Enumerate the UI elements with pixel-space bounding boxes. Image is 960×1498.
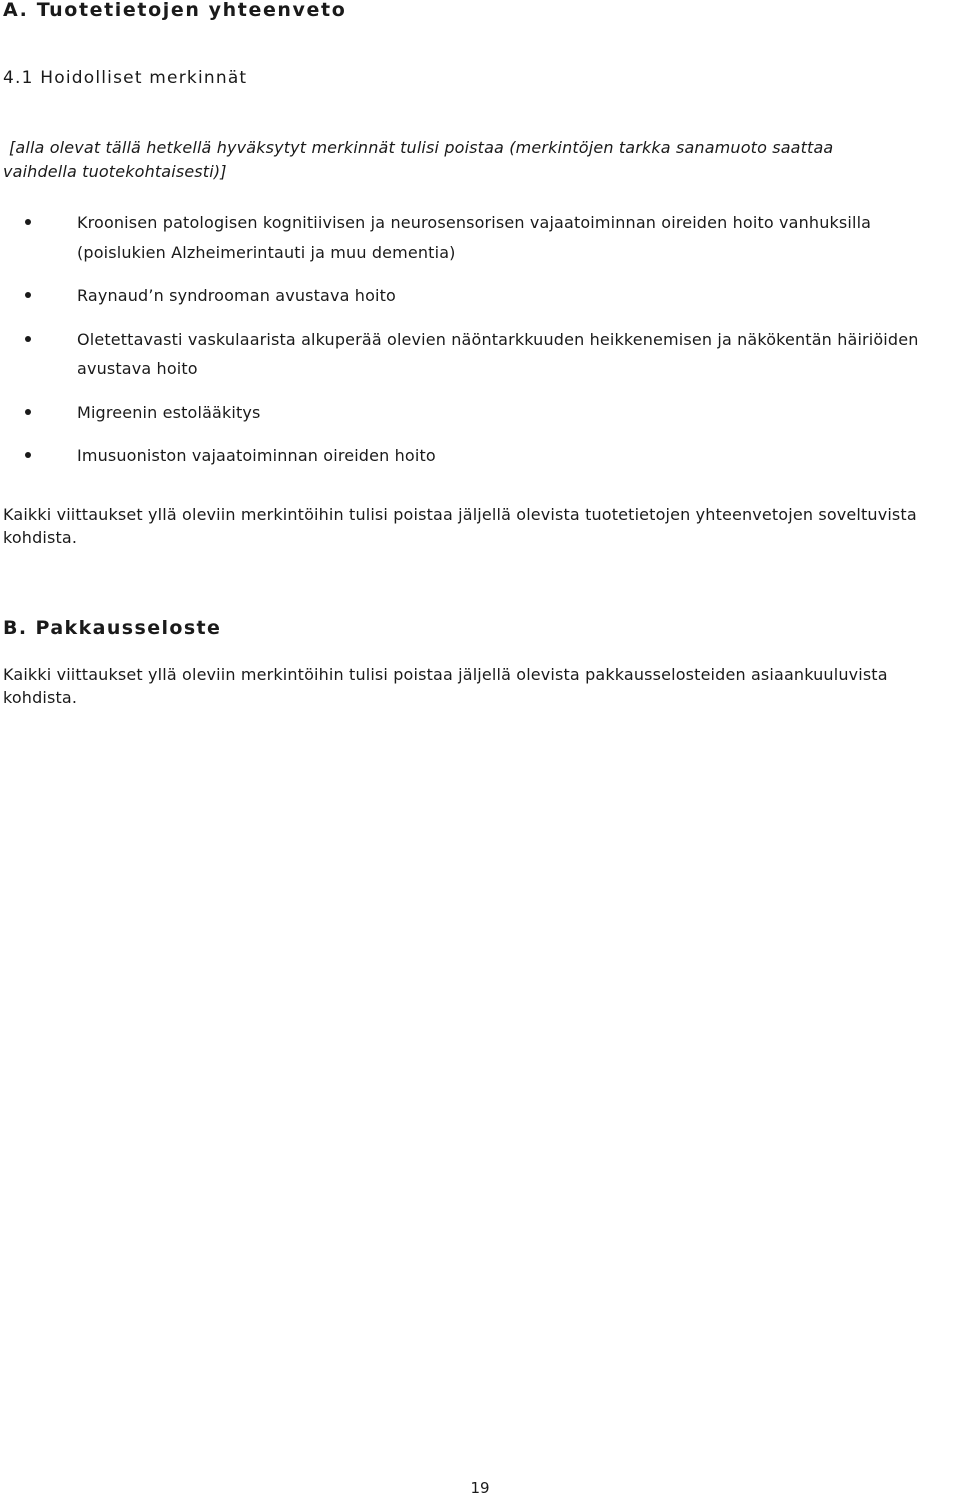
editorial-note-line-1: [alla olevat tällä hetkellä hyväksytyt merkinnät tulisi poistaa (merkintöjen tarkka sanamuoto saattaa [9,138,834,157]
list-item-text: Kroonisen patologisen kognitiivisen ja neurosensorisen vajaatoiminnan oireiden hoito vanhuksilla (poislukien Alzheimerintauti ja muu dementia) [77,213,872,262]
list-item-text: Imusuoniston vajaatoiminnan oireiden hoito [77,446,436,465]
page-number: 19 [470,1479,490,1497]
bullet-icon [25,336,31,342]
indications-list [0,208,960,485]
list-item [0,398,960,428]
list-item [0,208,960,267]
list-item-text: Migreenin estolääkitys [77,402,261,422]
subsection-4-1-title: 4.1 Hoidolliset merkinnät [3,68,248,88]
bullet-icon [25,219,31,225]
section-a-paragraph: Kaikki viittaukset yllä oleviin merkintöihin tulisi poistaa jäljellä olevista tuotetietojen yhteenvetojen soveltuvista kohdista. [3,505,917,547]
list-item [0,325,960,384]
list-item [0,441,960,471]
list-item-text: Raynaud’n syndrooman avustava hoito [77,286,396,305]
list-item [0,281,960,311]
bullet-icon [25,292,31,298]
editorial-note-line-2: vaihdella tuotekohtaisesti)] [3,162,227,181]
section-b-title: B. Pakkausseloste [3,617,222,639]
list-item-text: Oletettavasti vaskulaarista alkuperää olevien näöntarkkuuden heikkenemisen ja näkökentän häiriöiden avustava hoito [77,329,919,378]
bullet-icon [25,409,31,415]
section-b-paragraph: Kaikki viittaukset yllä oleviin merkintöihin tulisi poistaa jäljellä olevista pakkausselosteiden asiaankuuluvista kohdista. [3,665,888,707]
editorial-note [3,136,958,184]
bullet-icon [25,452,31,458]
section-a-title: A. Tuotetietojen yhteenveto [3,0,347,21]
